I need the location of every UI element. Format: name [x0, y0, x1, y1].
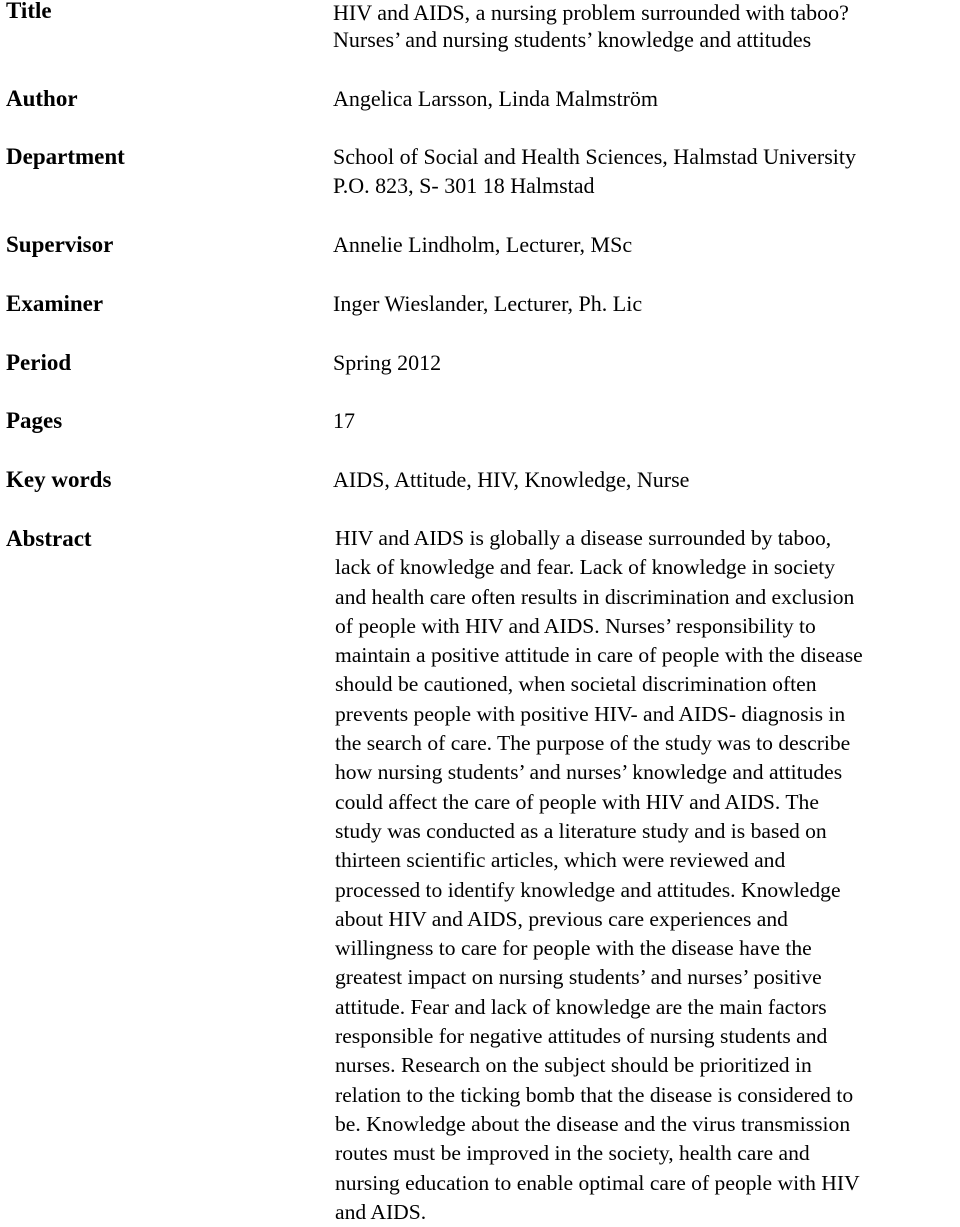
examiner-label: Examiner — [6, 291, 104, 316]
keywords-label: Key words — [6, 467, 112, 492]
author-label: Author — [6, 86, 78, 111]
abstract-line: how nursing students’ and nurses’ knowledge and attitudes — [335, 760, 843, 785]
abstract-line: thirteen scientific articles, which were reviewed and — [335, 848, 786, 873]
author-value: Angelica Larsson, Linda Malmström — [333, 86, 659, 111]
title-label: Title — [6, 0, 52, 23]
abstract-line: be. Knowledge about the disease and the virus transmission — [335, 1111, 851, 1136]
title-line-2: Nurses’ and nursing students’ knowledge and attitudes — [333, 27, 812, 52]
pages-value: 17 — [333, 408, 355, 433]
abstract-line: routes must be improved in the society, health care and — [335, 1141, 810, 1166]
abstract-line: study was conducted as a literature study and is based on — [335, 818, 827, 843]
abstract-line: willingness to care for people with the disease have the — [335, 936, 812, 961]
examiner-value: Inger Wieslander, Lecturer, Ph. Lic — [333, 291, 643, 316]
abstract-line: should be cautioned, when societal discrimination often — [335, 672, 817, 697]
abstract-line: nurses. Research on the subject should be prioritized in — [335, 1053, 812, 1078]
abstract-line: processed to identify knowledge and attitudes. Knowledge — [335, 877, 841, 902]
abstract-line: nursing education to enable optimal care of people with HIV — [335, 1170, 860, 1195]
abstract-line: the search of care. The purpose of the study was to describe — [335, 731, 851, 756]
title-line-1: HIV and AIDS, a nursing problem surrounded with taboo? — [333, 0, 849, 25]
supervisor-value: Annelie Lindholm, Lecturer, MSc — [333, 232, 633, 257]
keywords-value: AIDS, Attitude, HIV, Knowledge, Nurse — [333, 467, 690, 492]
department-line-1: School of Social and Health Sciences, Halmstad University — [333, 144, 856, 169]
period-label: Period — [6, 350, 72, 375]
abstract-line: and health care often results in discrimination and exclusion — [335, 584, 855, 609]
abstract-line: HIV and AIDS is globally a disease surrounded by taboo, — [335, 526, 832, 550]
abstract-line: greatest impact on nursing students’ and nurses’ positive — [335, 965, 822, 990]
pages-label: Pages — [6, 408, 63, 433]
abstract-line: prevents people with positive HIV- and AIDS- diagnosis in — [335, 701, 846, 726]
abstract-line: of people with HIV and AIDS. Nurses’ responsibility to — [335, 613, 816, 638]
abstract-line: relation to the ticking bomb that the disease is considered to — [335, 1082, 854, 1107]
abstract-line: could affect the care of people with HIV and AIDS. The — [335, 789, 819, 814]
abstract-label: Abstract — [6, 526, 92, 551]
abstract-line: and AIDS. — [335, 1199, 427, 1224]
supervisor-label: Supervisor — [6, 232, 114, 257]
period-value: Spring 2012 — [333, 350, 442, 375]
abstract-line: responsible for negative attitudes of nursing students and — [335, 1024, 828, 1049]
department-label: Department — [6, 144, 125, 169]
abstract-body — [335, 524, 957, 1227]
abstract-line: maintain a positive attitude in care of people with the disease — [335, 643, 863, 668]
abstract-line: attitude. Fear and lack of knowledge are the main factors — [335, 994, 827, 1019]
abstract-line: about HIV and AIDS, previous care experiences and — [335, 906, 788, 931]
abstract-line: lack of knowledge and fear. Lack of knowledge in society — [335, 555, 836, 580]
department-line-2: P.O. 823, S- 301 18 Halmstad — [333, 173, 595, 198]
